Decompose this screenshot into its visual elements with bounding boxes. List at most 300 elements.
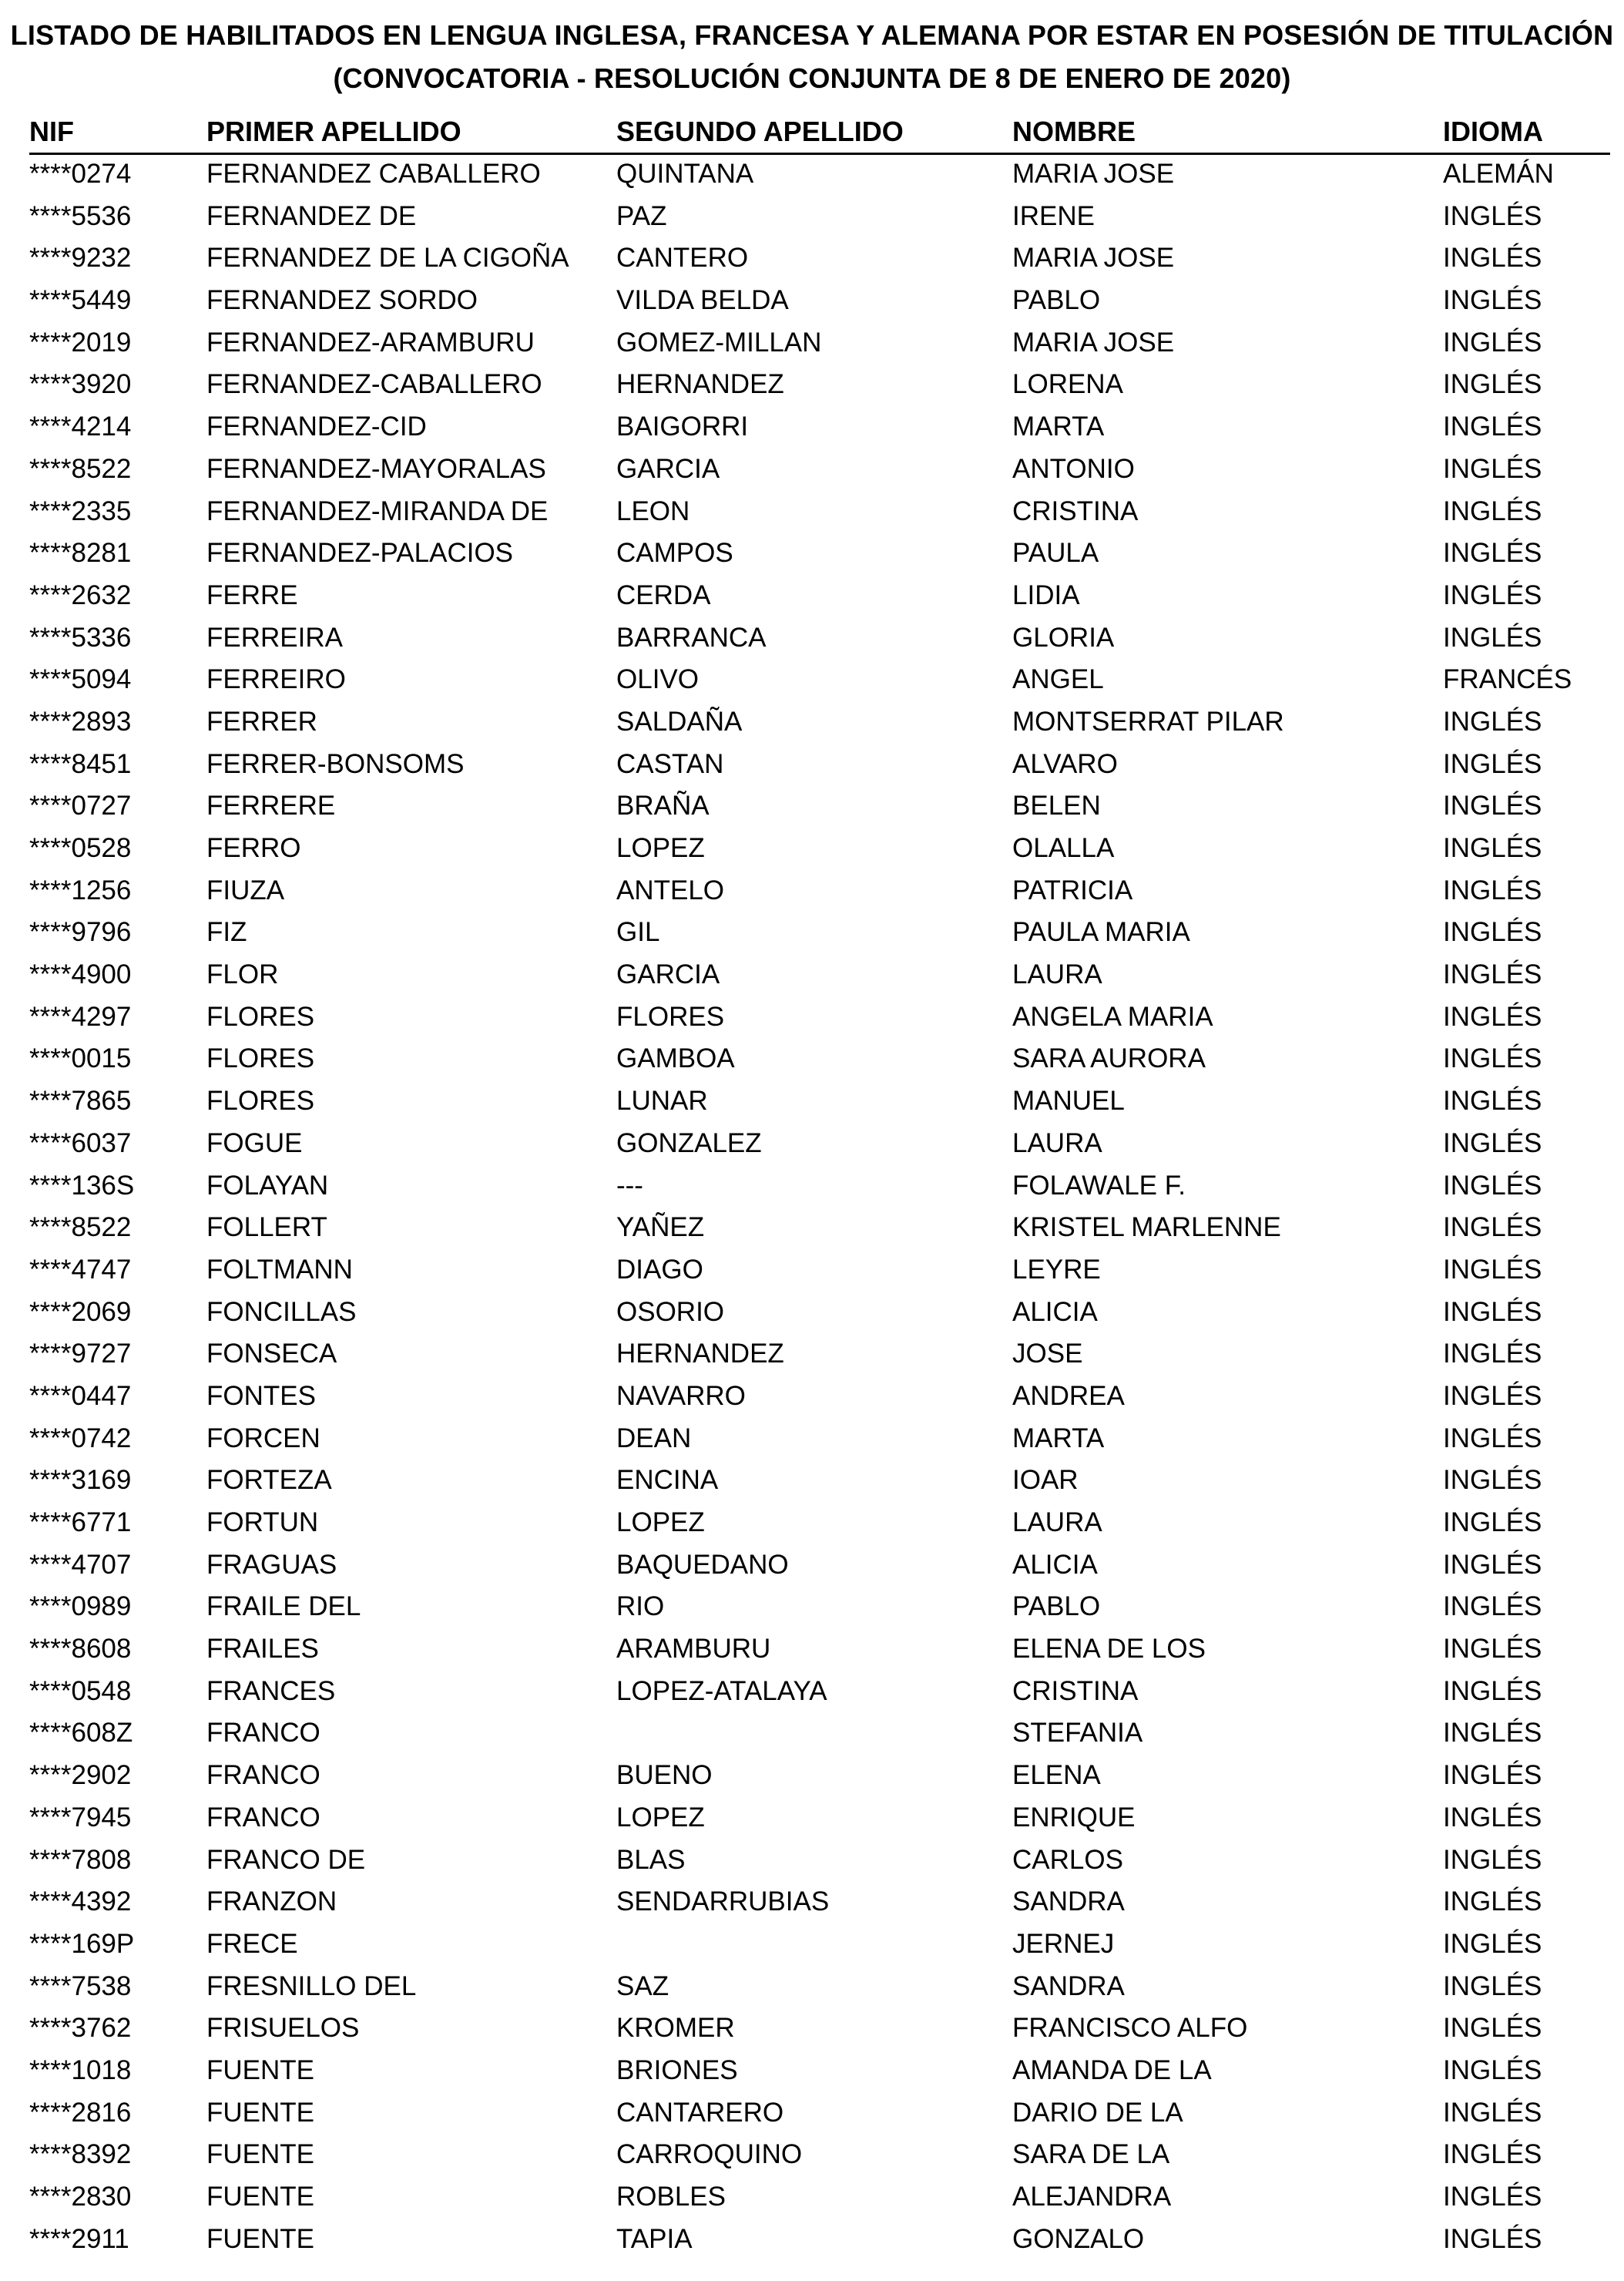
cell-nombre: CARLOS (1012, 1844, 1123, 1875)
cell-segundo-apellido: GONZALEZ (616, 1127, 762, 1158)
table-row (29, 744, 1610, 786)
cell-segundo-apellido: RIO (616, 1591, 665, 1622)
cell-primer-apellido: FERNANDEZ CABALLERO (206, 159, 541, 189)
cell-primer-apellido: FERNANDEZ-CABALLERO (206, 369, 542, 400)
cell-segundo-apellido: VILDA BELDA (616, 285, 789, 316)
cell-idioma: INGLÉS (1443, 1970, 1542, 2001)
cell-primer-apellido: FERNANDEZ-PALACIOS (206, 538, 514, 569)
cell-segundo-apellido: CANTARERO (616, 2097, 784, 2128)
cell-nif: ****3920 (29, 369, 132, 400)
table-row (29, 406, 1610, 448)
cell-nombre: ELENA DE LOS (1012, 1634, 1206, 1665)
cell-primer-apellido: FOLLERT (206, 1212, 327, 1243)
cell-segundo-apellido: YAÑEZ (616, 1212, 705, 1243)
cell-primer-apellido: FRANCO (206, 1718, 320, 1749)
cell-segundo-apellido: OSORIO (616, 1296, 725, 1327)
cell-nif: ****4297 (29, 1001, 132, 1032)
table-row (29, 659, 1610, 701)
cell-primer-apellido: FOGUE (206, 1127, 303, 1158)
cell-idioma: INGLÉS (1443, 2097, 1542, 2128)
cell-segundo-apellido: --- (616, 1170, 643, 1201)
table-row (29, 1292, 1610, 1334)
cell-nif: ****3762 (29, 2013, 132, 2044)
cell-primer-apellido: FRAILES (206, 1634, 319, 1665)
cell-nombre: SARA AURORA (1012, 1043, 1206, 1074)
cell-nif: ****0528 (29, 833, 132, 863)
cell-nif: ****2335 (29, 496, 132, 526)
cell-nombre: LIDIA (1012, 579, 1080, 610)
cell-nombre: PABLO (1012, 1591, 1101, 1622)
table-row (29, 2134, 1610, 2176)
cell-nombre: ENRIQUE (1012, 1802, 1136, 1833)
cell-idioma: INGLÉS (1443, 2054, 1542, 2085)
table-row (29, 1755, 1610, 1797)
cell-segundo-apellido: BLAS (616, 1844, 686, 1875)
cell-segundo-apellido: GAMBOA (616, 1043, 735, 1074)
cell-nif: ****7808 (29, 1844, 132, 1875)
cell-idioma: INGLÉS (1443, 538, 1542, 569)
cell-primer-apellido: FRANCO (206, 1760, 320, 1791)
table-row (29, 996, 1610, 1039)
title-line-1: LISTADO DE HABILITADOS EN LENGUA INGLESA, FRANCESA Y ALEMANA POR ESTAR EN POSESIÓN DE TITULACIÓN (10, 19, 1614, 51)
cell-idioma: INGLÉS (1443, 1802, 1542, 1833)
cell-nombre: GONZALO (1012, 2223, 1145, 2254)
cell-nif: ****4900 (29, 959, 132, 990)
cell-primer-apellido: FRANCES (206, 1675, 336, 1706)
cell-segundo-apellido: BRIONES (616, 2054, 738, 2085)
cell-nif: ****0274 (29, 159, 132, 189)
table-row (29, 870, 1610, 912)
cell-nif: ****1256 (29, 875, 132, 905)
header-segundo-apellido: SEGUNDO APELLIDO (616, 116, 904, 147)
table-row (29, 617, 1610, 660)
cell-nif: ****7945 (29, 1802, 132, 1833)
cell-nif: ****5094 (29, 664, 132, 695)
cell-primer-apellido: FUENTE (206, 2054, 314, 2085)
table-row (29, 1418, 1610, 1460)
cell-nombre: MARTA (1012, 1423, 1105, 1453)
table-row (29, 448, 1610, 491)
cell-nif: ****9796 (29, 917, 132, 948)
cell-primer-apellido: FERRER-BONSOMS (206, 748, 465, 779)
cell-idioma: INGLÉS (1443, 875, 1542, 905)
cell-nif: ****8522 (29, 453, 132, 484)
cell-idioma: INGLÉS (1443, 917, 1542, 948)
cell-nombre: IRENE (1012, 200, 1095, 231)
cell-segundo-apellido: ANTELO (616, 875, 725, 905)
cell-segundo-apellido: CARROQUINO (616, 2139, 803, 2170)
cell-nif: ****4747 (29, 1254, 132, 1285)
table-body (29, 153, 1610, 2260)
header-nif: NIF (29, 116, 74, 147)
cell-nombre: ALEJANDRA (1012, 2182, 1172, 2212)
table-row (29, 1165, 1610, 1208)
cell-idioma: INGLÉS (1443, 706, 1542, 737)
cell-idioma: INGLÉS (1443, 285, 1542, 316)
table-row (29, 1923, 1610, 1966)
cell-nombre: LAURA (1012, 1127, 1102, 1158)
cell-idioma: INGLÉS (1443, 622, 1542, 653)
cell-primer-apellido: FERNANDEZ-MIRANDA DE (206, 496, 549, 526)
cell-nif: ****2632 (29, 579, 132, 610)
table-row (29, 1207, 1610, 1249)
cell-idioma: INGLÉS (1443, 833, 1542, 863)
cell-primer-apellido: FUENTE (206, 2223, 314, 2254)
cell-nombre: ANTONIO (1012, 453, 1135, 484)
cell-idioma: INGLÉS (1443, 2223, 1542, 2254)
table-header (29, 113, 1610, 155)
cell-nombre: MARTA (1012, 412, 1105, 442)
cell-nif: ****0548 (29, 1675, 132, 1706)
cell-nombre: MARIA JOSE (1012, 243, 1175, 274)
cell-segundo-apellido: LOPEZ (616, 833, 705, 863)
cell-nombre: CRISTINA (1012, 496, 1139, 526)
cell-idioma: INGLÉS (1443, 1591, 1542, 1622)
table-row (29, 364, 1610, 406)
cell-primer-apellido: FERREIRA (206, 622, 343, 653)
cell-primer-apellido: FERNANDEZ DE (206, 200, 417, 231)
cell-idioma: INGLÉS (1443, 1928, 1542, 1959)
cell-segundo-apellido: CERDA (616, 579, 711, 610)
cell-segundo-apellido: BAIGORRI (616, 412, 749, 442)
cell-primer-apellido: FLOR (206, 959, 279, 990)
cell-nombre: OLALLA (1012, 833, 1115, 863)
cell-idioma: INGLÉS (1443, 1339, 1542, 1369)
table-row (29, 1376, 1610, 1418)
table-row (29, 153, 1610, 196)
cell-primer-apellido: FERRERE (206, 791, 336, 821)
cell-segundo-apellido: SALDAÑA (616, 706, 743, 737)
cell-nombre: ANGEL (1012, 664, 1104, 695)
table-row (29, 1881, 1610, 1923)
document-title (0, 14, 1624, 100)
cell-idioma: INGLÉS (1443, 369, 1542, 400)
table-row (29, 575, 1610, 617)
cell-idioma: FRANCÉS (1443, 664, 1572, 695)
cell-nombre: LAURA (1012, 959, 1102, 990)
cell-nif: ****6037 (29, 1127, 132, 1158)
cell-nif: ****3169 (29, 1465, 132, 1496)
cell-nombre: MARIA JOSE (1012, 159, 1175, 189)
cell-idioma: INGLÉS (1443, 2182, 1542, 2212)
table-row (29, 701, 1610, 744)
table-row (29, 1038, 1610, 1080)
cell-primer-apellido: FIUZA (206, 875, 285, 905)
cell-idioma: INGLÉS (1443, 748, 1542, 779)
cell-primer-apellido: FERRER (206, 706, 317, 737)
table-row (29, 532, 1610, 575)
cell-primer-apellido: FUENTE (206, 2182, 314, 2212)
cell-nif: ****2069 (29, 1296, 132, 1327)
cell-idioma: INGLÉS (1443, 1634, 1542, 1665)
cell-primer-apellido: FERNANDEZ-CID (206, 412, 427, 442)
table-row (29, 1333, 1610, 1376)
cell-nif: ****7865 (29, 1086, 132, 1117)
cell-idioma: INGLÉS (1443, 1170, 1542, 1201)
cell-idioma: INGLÉS (1443, 412, 1542, 442)
cell-primer-apellido: FLORES (206, 1086, 315, 1117)
cell-nif: ****8281 (29, 538, 132, 569)
cell-idioma: INGLÉS (1443, 1718, 1542, 1749)
header-idioma: IDIOMA (1443, 116, 1543, 147)
cell-nombre: LEYRE (1012, 1254, 1101, 1285)
cell-primer-apellido: FRESNILLO DEL (206, 1970, 417, 2001)
cell-idioma: INGLÉS (1443, 1549, 1542, 1580)
cell-segundo-apellido: GOMEZ-MILLAN (616, 327, 822, 358)
cell-segundo-apellido: CANTERO (616, 243, 749, 274)
cell-nif: ****5449 (29, 285, 132, 316)
cell-nombre: MARIA JOSE (1012, 327, 1175, 358)
cell-primer-apellido: FRANZON (206, 1886, 337, 1917)
title-line-2: (CONVOCATORIA - RESOLUCIÓN CONJUNTA DE 8 DE ENERO DE 2020) (333, 62, 1291, 94)
cell-idioma: INGLÉS (1443, 1465, 1542, 1496)
cell-segundo-apellido: SENDARRUBIAS (616, 1886, 830, 1917)
cell-nombre: LAURA (1012, 1507, 1102, 1537)
cell-nombre: AMANDA DE LA (1012, 2054, 1212, 2085)
table-row (29, 828, 1610, 870)
cell-primer-apellido: FERRO (206, 833, 301, 863)
cell-nombre: LORENA (1012, 369, 1123, 400)
cell-idioma: INGLÉS (1443, 1380, 1542, 1411)
cell-nombre: ANDREA (1012, 1380, 1125, 1411)
cell-primer-apellido: FIZ (206, 917, 247, 948)
cell-nombre: PABLO (1012, 285, 1101, 316)
cell-idioma: INGLÉS (1443, 1507, 1542, 1537)
table-row (29, 491, 1610, 533)
cell-nif: ****1018 (29, 2054, 132, 2085)
cell-idioma: INGLÉS (1443, 1212, 1542, 1243)
cell-primer-apellido: FONCILLAS (206, 1296, 357, 1327)
table-row (29, 2219, 1610, 2261)
cell-nif: ****7538 (29, 1970, 132, 2001)
cell-primer-apellido: FORCEN (206, 1423, 320, 1453)
cell-nombre: STEFANIA (1012, 1718, 1143, 1749)
table-row (29, 1586, 1610, 1628)
cell-idioma: INGLÉS (1443, 200, 1542, 231)
cell-nif: ****6771 (29, 1507, 132, 1537)
table-row (29, 322, 1610, 364)
cell-segundo-apellido: SAZ (616, 1970, 669, 2001)
cell-nombre: DARIO DE LA (1012, 2097, 1183, 2128)
cell-segundo-apellido: LOPEZ-ATALAYA (616, 1675, 827, 1706)
table-row (29, 196, 1610, 238)
table-row (29, 912, 1610, 954)
cell-nif: ****9727 (29, 1339, 132, 1369)
cell-segundo-apellido: LOPEZ (616, 1802, 705, 1833)
cell-idioma: ALEMÁN (1443, 159, 1554, 189)
cell-nombre: GLORIA (1012, 622, 1115, 653)
cell-idioma: INGLÉS (1443, 1423, 1542, 1453)
cell-nif: ****608Z (29, 1718, 133, 1749)
table-row (29, 2176, 1610, 2219)
cell-nif: ****4707 (29, 1549, 132, 1580)
cell-nif: ****0989 (29, 1591, 132, 1622)
cell-idioma: INGLÉS (1443, 1127, 1542, 1158)
cell-nif: ****2830 (29, 2182, 132, 2212)
table-row (29, 1628, 1610, 1671)
cell-nombre: PATRICIA (1012, 875, 1133, 905)
cell-nombre: SARA DE LA (1012, 2139, 1170, 2170)
cell-nif: ****0015 (29, 1043, 132, 1074)
table-row (29, 1712, 1610, 1755)
cell-nombre: ALVARO (1012, 748, 1118, 779)
cell-nombre: KRISTEL MARLENNE (1012, 1212, 1281, 1243)
cell-primer-apellido: FRECE (206, 1928, 298, 1959)
cell-nif: ****4214 (29, 412, 132, 442)
cell-segundo-apellido: PAZ (616, 200, 667, 231)
cell-nif: ****5336 (29, 622, 132, 653)
cell-nif: ****4392 (29, 1886, 132, 1917)
cell-nombre: CRISTINA (1012, 1675, 1139, 1706)
cell-idioma: INGLÉS (1443, 2139, 1542, 2170)
table-row (29, 1797, 1610, 1839)
cell-nombre: BELEN (1012, 791, 1101, 821)
cell-nombre: FOLAWALE F. (1012, 1170, 1186, 1201)
cell-nif: ****136S (29, 1170, 135, 1201)
header-primer-apellido: PRIMER APELLIDO (206, 116, 461, 147)
cell-nombre: MONTSERRAT PILAR (1012, 706, 1284, 737)
cell-primer-apellido: FRANCO (206, 1802, 320, 1833)
cell-nombre: ANGELA MARIA (1012, 1001, 1213, 1032)
cell-segundo-apellido: DEAN (616, 1423, 692, 1453)
cell-primer-apellido: FOLTMANN (206, 1254, 353, 1285)
cell-primer-apellido: FONTES (206, 1380, 316, 1411)
cell-segundo-apellido: TAPIA (616, 2223, 693, 2254)
cell-idioma: INGLÉS (1443, 1886, 1542, 1917)
cell-nombre: IOAR (1012, 1465, 1079, 1496)
cell-segundo-apellido: OLIVO (616, 664, 699, 695)
cell-idioma: INGLÉS (1443, 1043, 1542, 1074)
table-row (29, 237, 1610, 280)
cell-idioma: INGLÉS (1443, 2013, 1542, 2044)
cell-nif: ****8392 (29, 2139, 132, 2170)
cell-nombre: SANDRA (1012, 1970, 1125, 2001)
table-row (29, 2007, 1610, 2050)
cell-segundo-apellido: LEON (616, 496, 690, 526)
table-row (29, 1460, 1610, 1502)
cell-segundo-apellido: LUNAR (616, 1086, 708, 1117)
cell-segundo-apellido: GARCIA (616, 453, 720, 484)
cell-nif: ****2019 (29, 327, 132, 358)
cell-primer-apellido: FUENTE (206, 2139, 314, 2170)
cell-idioma: INGLÉS (1443, 791, 1542, 821)
cell-segundo-apellido: CASTAN (616, 748, 724, 779)
cell-nif: ****0742 (29, 1423, 132, 1453)
cell-idioma: INGLÉS (1443, 1086, 1542, 1117)
cell-primer-apellido: FRAILE DEL (206, 1591, 361, 1622)
cell-idioma: INGLÉS (1443, 1760, 1542, 1791)
cell-segundo-apellido: LOPEZ (616, 1507, 705, 1537)
cell-primer-apellido: FERNANDEZ DE LA CIGOÑA (206, 243, 569, 274)
cell-segundo-apellido: ENCINA (616, 1465, 719, 1496)
cell-nif: ****2893 (29, 706, 132, 737)
cell-segundo-apellido: QUINTANA (616, 159, 754, 189)
cell-nif: ****2816 (29, 2097, 132, 2128)
cell-nif: ****2911 (29, 2223, 129, 2254)
table-row (29, 785, 1610, 828)
cell-primer-apellido: FRISUELOS (206, 2013, 360, 2044)
cell-primer-apellido: FORTEZA (206, 1465, 332, 1496)
cell-segundo-apellido: ARAMBURU (616, 1634, 771, 1665)
cell-nif: ****9232 (29, 243, 132, 274)
cell-primer-apellido: FORTUN (206, 1507, 319, 1537)
cell-primer-apellido: FERNANDEZ-MAYORALAS (206, 453, 546, 484)
cell-primer-apellido: FRANCO DE (206, 1844, 366, 1875)
cell-idioma: INGLÉS (1443, 327, 1542, 358)
cell-nombre: PAULA (1012, 538, 1099, 569)
cell-nif: ****8451 (29, 748, 132, 779)
table-row (29, 1080, 1610, 1123)
cell-primer-apellido: FERREIRO (206, 664, 346, 695)
cell-segundo-apellido: DIAGO (616, 1254, 703, 1285)
cell-idioma: INGLÉS (1443, 579, 1542, 610)
cell-segundo-apellido: BAQUEDANO (616, 1549, 789, 1580)
cell-segundo-apellido: FLORES (616, 1001, 725, 1032)
cell-primer-apellido: FERRE (206, 579, 298, 610)
cell-idioma: INGLÉS (1443, 243, 1542, 274)
cell-idioma: INGLÉS (1443, 1296, 1542, 1327)
cell-segundo-apellido: BRAÑA (616, 791, 710, 821)
cell-segundo-apellido: GIL (616, 917, 660, 948)
cell-primer-apellido: FOLAYAN (206, 1170, 329, 1201)
cell-idioma: INGLÉS (1443, 1675, 1542, 1706)
cell-primer-apellido: FERNANDEZ-ARAMBURU (206, 327, 535, 358)
cell-primer-apellido: FONSECA (206, 1339, 337, 1369)
cell-segundo-apellido: KROMER (616, 2013, 735, 2044)
cell-nombre: ALICIA (1012, 1296, 1098, 1327)
cell-nombre: PAULA MARIA (1012, 917, 1190, 948)
cell-segundo-apellido: ROBLES (616, 2182, 726, 2212)
cell-idioma: INGLÉS (1443, 1254, 1542, 1285)
header-nombre: NOMBRE (1012, 116, 1136, 147)
table-row (29, 2050, 1610, 2092)
table-row (29, 1502, 1610, 1544)
cell-idioma: INGLÉS (1443, 1001, 1542, 1032)
cell-segundo-apellido: HERNANDEZ (616, 369, 784, 400)
cell-nif: ****0727 (29, 791, 132, 821)
cell-nombre: SANDRA (1012, 1886, 1125, 1917)
table-row (29, 1671, 1610, 1713)
table-row (29, 1544, 1610, 1587)
cell-nombre: JOSE (1012, 1339, 1083, 1369)
cell-segundo-apellido: CAMPOS (616, 538, 733, 569)
cell-nombre: ELENA (1012, 1760, 1101, 1791)
cell-segundo-apellido: NAVARRO (616, 1380, 746, 1411)
cell-segundo-apellido: BARRANCA (616, 622, 767, 653)
cell-nif: ****2902 (29, 1760, 132, 1791)
cell-idioma: INGLÉS (1443, 959, 1542, 990)
cell-nombre: JERNEJ (1012, 1928, 1115, 1959)
cell-primer-apellido: FUENTE (206, 2097, 314, 2128)
table-row (29, 1966, 1610, 2008)
table-row (29, 280, 1610, 322)
cell-segundo-apellido: GARCIA (616, 959, 720, 990)
cell-nombre: ALICIA (1012, 1549, 1098, 1580)
cell-nif: ****169P (29, 1928, 135, 1959)
cell-idioma: INGLÉS (1443, 1844, 1542, 1875)
cell-idioma: INGLÉS (1443, 453, 1542, 484)
table-row (29, 2092, 1610, 2135)
cell-primer-apellido: FERNANDEZ SORDO (206, 285, 478, 316)
cell-nif: ****8522 (29, 1212, 132, 1243)
cell-segundo-apellido: BUENO (616, 1760, 713, 1791)
cell-nif: ****8608 (29, 1634, 132, 1665)
table-row (29, 1249, 1610, 1292)
cell-segundo-apellido: HERNANDEZ (616, 1339, 784, 1369)
table-row (29, 954, 1610, 996)
table-row (29, 1123, 1610, 1165)
cell-nombre: FRANCISCO ALFO (1012, 2013, 1248, 2044)
